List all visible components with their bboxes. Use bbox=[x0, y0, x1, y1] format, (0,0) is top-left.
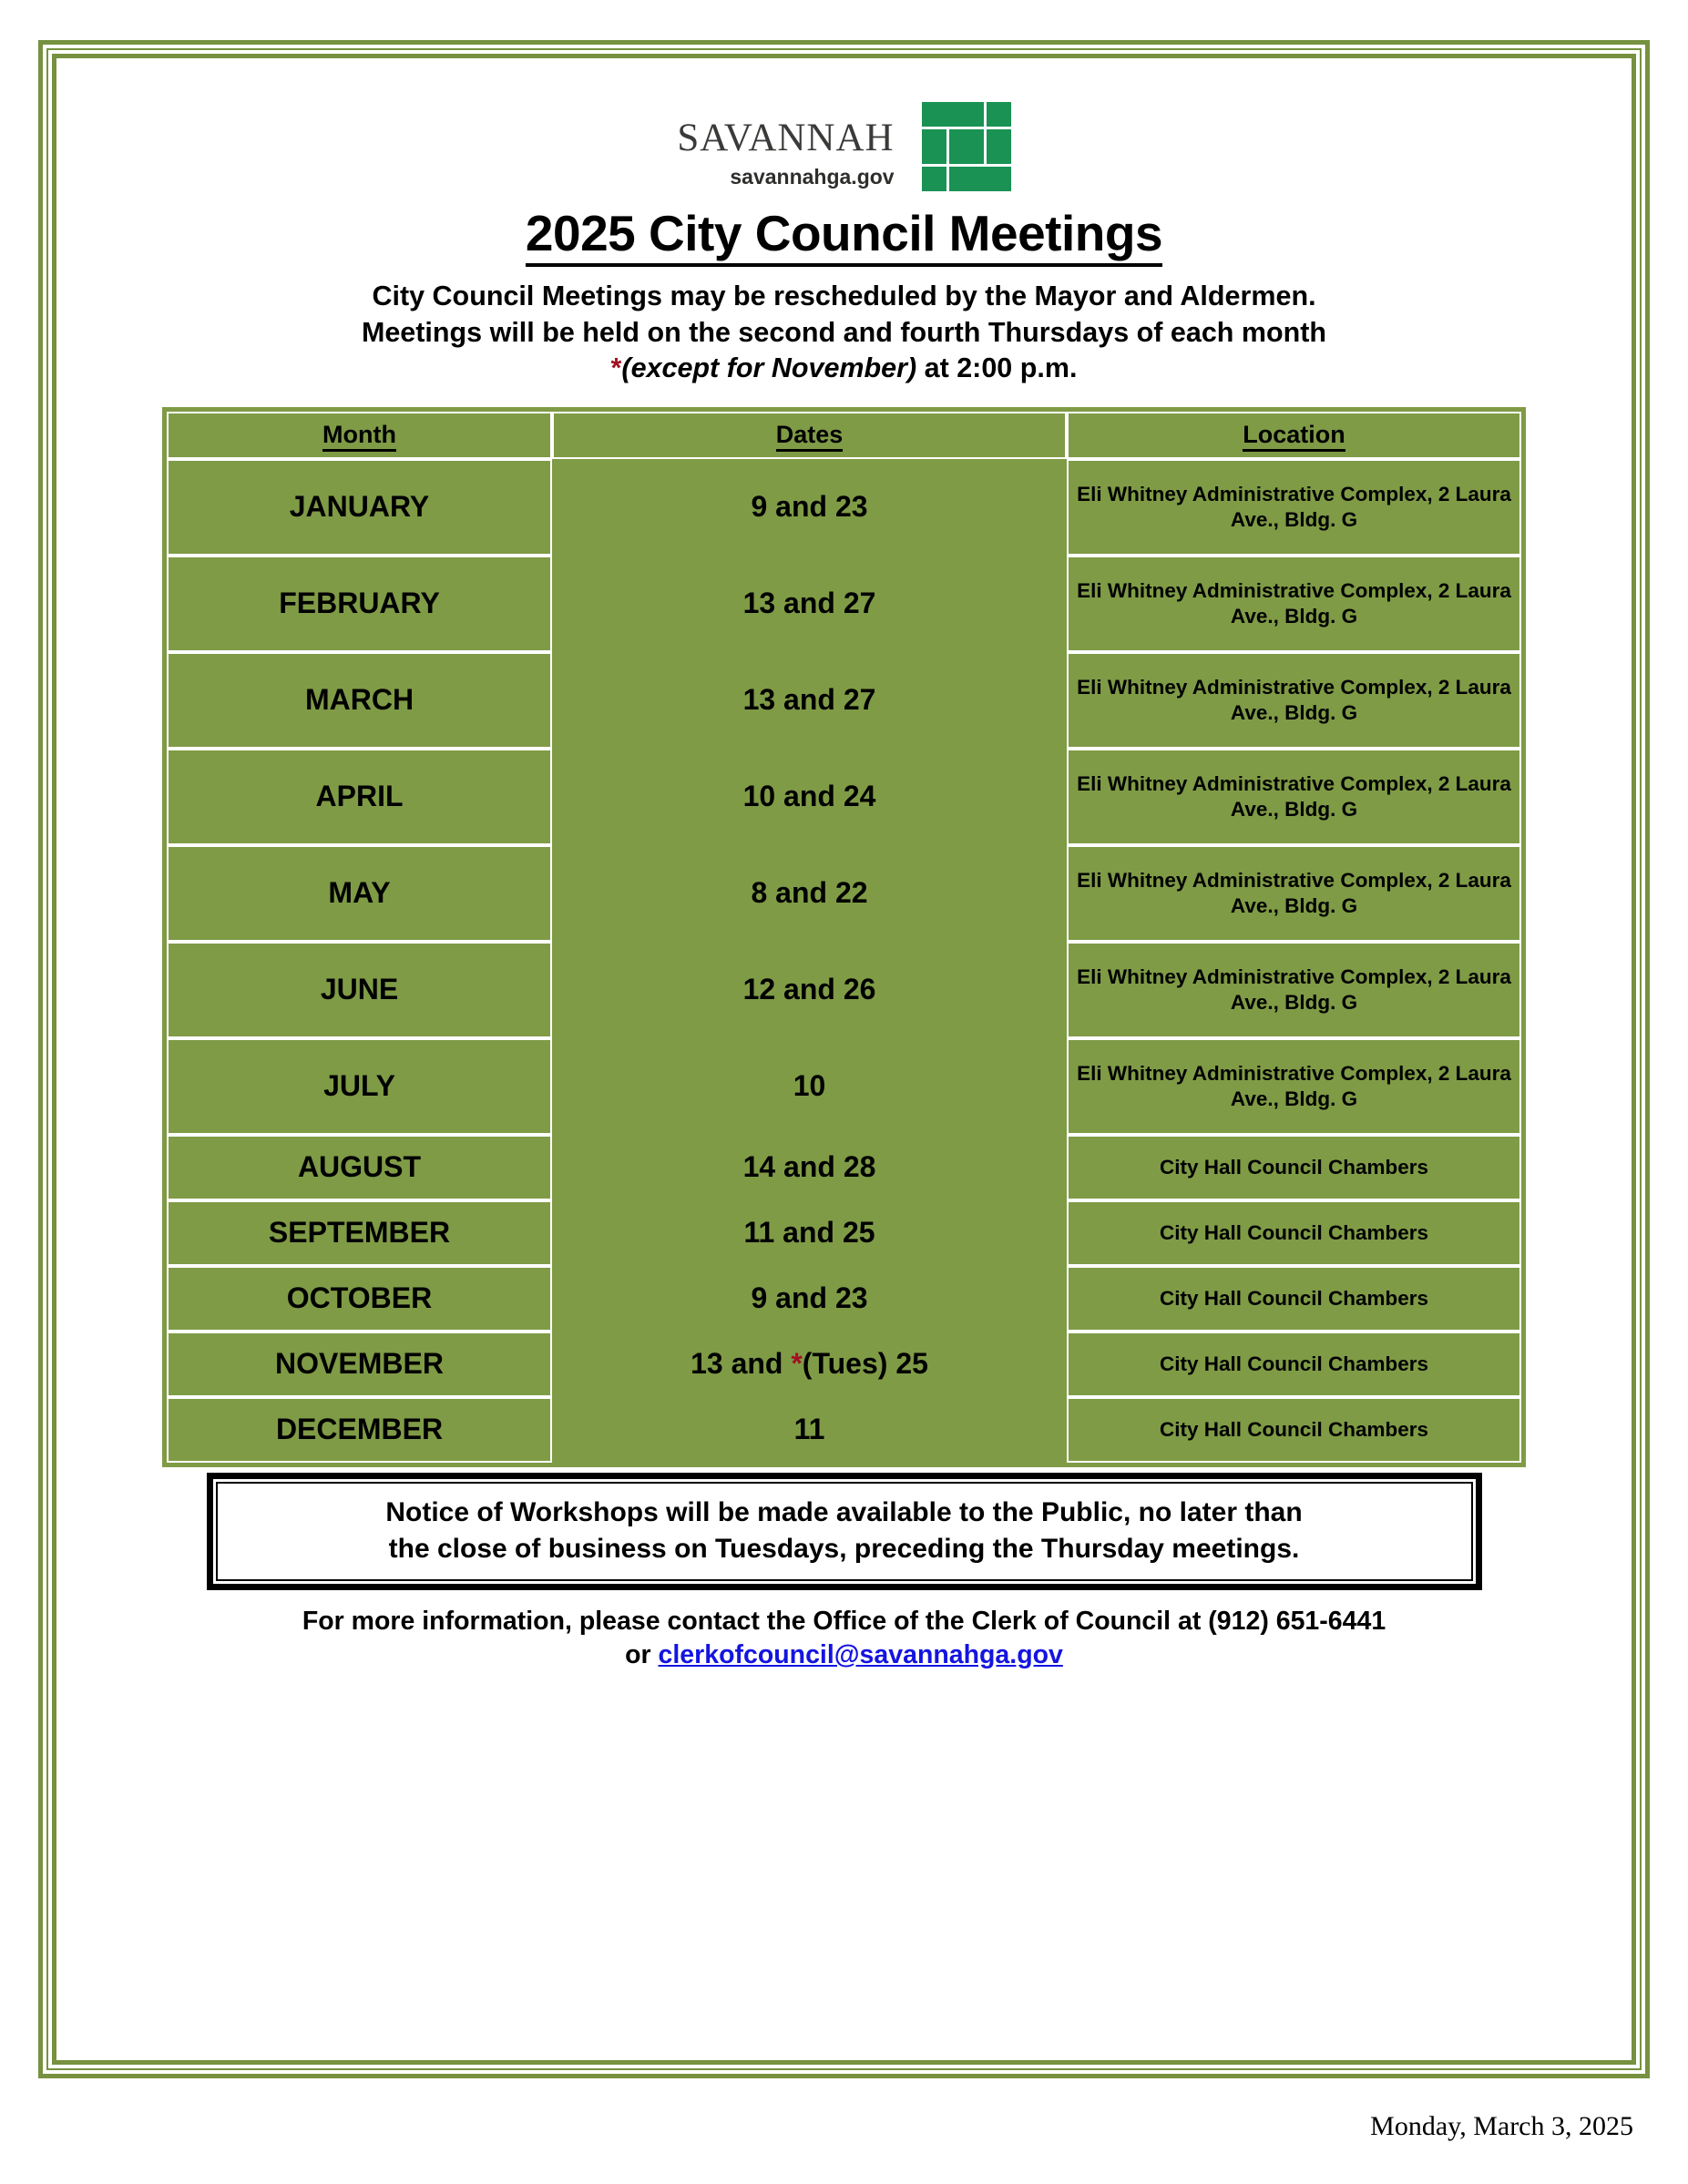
table-header-row bbox=[167, 412, 1521, 459]
november-asterisk: * bbox=[791, 1347, 803, 1381]
table-row bbox=[167, 1135, 1521, 1200]
cell-month: JANUARY bbox=[167, 459, 552, 556]
page-decorative-border bbox=[38, 40, 1650, 2078]
cell-month: MARCH bbox=[167, 652, 552, 749]
document-content bbox=[56, 58, 1632, 2060]
dates-prefix: 13 and bbox=[691, 1347, 792, 1381]
column-header-location: Location bbox=[1067, 412, 1521, 459]
notice-line-1: Notice of Workshops will be made available to the Public, no later than bbox=[385, 1496, 1303, 1527]
table-row bbox=[167, 1038, 1521, 1135]
wordmark-website: savannahga.gov bbox=[730, 165, 895, 189]
page-title bbox=[89, 204, 1599, 262]
cell-month: DECEMBER bbox=[167, 1397, 552, 1463]
table-row bbox=[167, 845, 1521, 942]
table-row bbox=[167, 556, 1521, 652]
column-header-dates: Dates bbox=[552, 412, 1067, 459]
subtitle-line-3 bbox=[89, 351, 1599, 387]
cell-location: City Hall Council Chambers bbox=[1067, 1135, 1521, 1200]
contact-line-2 bbox=[89, 1638, 1599, 1672]
clerk-email-link[interactable]: clerkofcouncil@savannahga.gov bbox=[658, 1640, 1063, 1670]
cell-dates: 9 and 23 bbox=[552, 1266, 1067, 1332]
document-datestamp: Monday, March 3, 2025 bbox=[1370, 2111, 1633, 2141]
cell-month: JULY bbox=[167, 1038, 552, 1135]
notice-line-2: the close of business on Tuesdays, preceding the Thursday meetings. bbox=[388, 1533, 1300, 1564]
contact-line-1: For more information, please contact the Office of the Clerk of Council at (912) 651-6441 bbox=[302, 1607, 1386, 1637]
subtitle-block bbox=[89, 279, 1599, 387]
cell-dates: 13 and 27 bbox=[552, 652, 1067, 749]
page-title-text: 2025 City Council Meetings bbox=[526, 205, 1162, 267]
cell-month: JUNE bbox=[167, 942, 552, 1038]
cell-location: City Hall Council Chambers bbox=[1067, 1266, 1521, 1332]
cell-location: Eli Whitney Administrative Complex, 2 Laura Ave., Bldg. G bbox=[1067, 459, 1521, 556]
column-header-month: Month bbox=[167, 412, 552, 459]
workshop-notice-inner bbox=[216, 1482, 1473, 1581]
savannah-wordmark bbox=[677, 101, 895, 189]
cell-location: City Hall Council Chambers bbox=[1067, 1332, 1521, 1397]
subtitle-line-1: City Council Meetings may be rescheduled by the Mayor and Aldermen. bbox=[372, 281, 1316, 311]
table-row bbox=[167, 942, 1521, 1038]
cell-month: APRIL bbox=[167, 749, 552, 845]
cell-month: AUGUST bbox=[167, 1135, 552, 1200]
brand-header bbox=[89, 102, 1599, 191]
council-meetings-table bbox=[162, 407, 1526, 1467]
cell-month: SEPTEMBER bbox=[167, 1200, 552, 1266]
table-row bbox=[167, 749, 1521, 845]
savannah-squares-logo-icon bbox=[922, 102, 1011, 191]
cell-location: Eli Whitney Administrative Complex, 2 Laura Ave., Bldg. G bbox=[1067, 749, 1521, 845]
november-asterisk: * bbox=[610, 352, 622, 384]
cell-month: NOVEMBER bbox=[167, 1332, 552, 1397]
cell-dates: 9 and 23 bbox=[552, 459, 1067, 556]
wordmark-text: savannah bbox=[677, 101, 895, 163]
cell-location: Eli Whitney Administrative Complex, 2 Laura Ave., Bldg. G bbox=[1067, 942, 1521, 1038]
table-row bbox=[167, 459, 1521, 556]
cell-dates: 12 and 26 bbox=[552, 942, 1067, 1038]
subtitle-exception-note: (except for November) bbox=[621, 352, 917, 384]
table-row bbox=[167, 1266, 1521, 1332]
table-row bbox=[167, 1200, 1521, 1266]
dates-suffix: (Tues) 25 bbox=[802, 1347, 928, 1381]
contact-info bbox=[89, 1605, 1599, 1672]
cell-dates: 11 bbox=[552, 1397, 1067, 1463]
cell-location: City Hall Council Chambers bbox=[1067, 1397, 1521, 1463]
cell-location: Eli Whitney Administrative Complex, 2 Laura Ave., Bldg. G bbox=[1067, 556, 1521, 652]
cell-location: Eli Whitney Administrative Complex, 2 Laura Ave., Bldg. G bbox=[1067, 1038, 1521, 1135]
cell-month: OCTOBER bbox=[167, 1266, 552, 1332]
cell-dates: 14 and 28 bbox=[552, 1135, 1067, 1200]
table-row bbox=[167, 1397, 1521, 1463]
cell-dates: 10 and 24 bbox=[552, 749, 1067, 845]
page-border-middle bbox=[46, 48, 1642, 2070]
workshop-notice-box bbox=[207, 1473, 1482, 1590]
page-border-inner bbox=[52, 54, 1636, 2065]
table-row bbox=[167, 652, 1521, 749]
subtitle-time: at 2:00 p.m. bbox=[916, 352, 1078, 384]
contact-or-text: or bbox=[625, 1640, 659, 1670]
cell-dates: 10 bbox=[552, 1038, 1067, 1135]
cell-dates: 11 and 25 bbox=[552, 1200, 1067, 1266]
table-row bbox=[167, 1332, 1521, 1397]
cell-location: City Hall Council Chambers bbox=[1067, 1200, 1521, 1266]
cell-location: Eli Whitney Administrative Complex, 2 Laura Ave., Bldg. G bbox=[1067, 652, 1521, 749]
cell-dates: 8 and 22 bbox=[552, 845, 1067, 942]
cell-location: Eli Whitney Administrative Complex, 2 Laura Ave., Bldg. G bbox=[1067, 845, 1521, 942]
cell-month: FEBRUARY bbox=[167, 556, 552, 652]
cell-month: MAY bbox=[167, 845, 552, 942]
subtitle-line-2: Meetings will be held on the second and fourth Thursdays of each month bbox=[361, 316, 1327, 348]
cell-dates bbox=[552, 1332, 1067, 1397]
cell-dates: 13 and 27 bbox=[552, 556, 1067, 652]
